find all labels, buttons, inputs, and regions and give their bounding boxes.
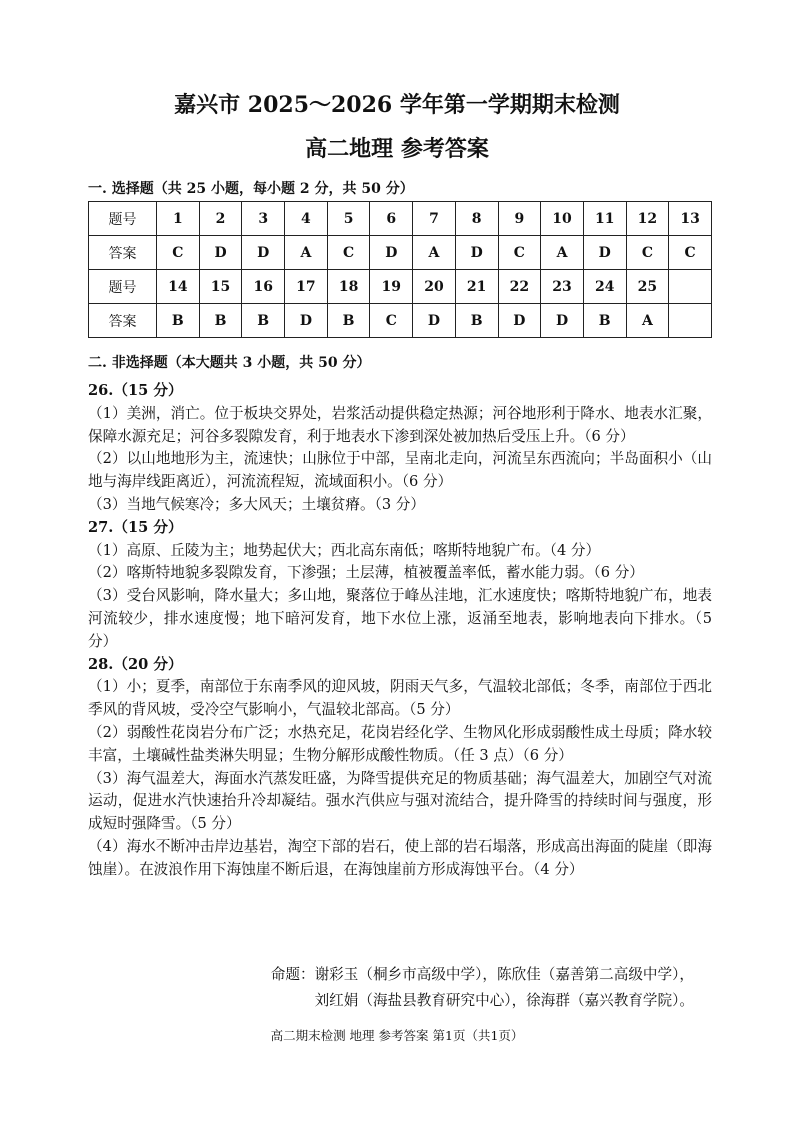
answer-cell: D [541, 304, 584, 338]
page-subtitle: 高二地理 参考答案 [305, 136, 489, 162]
authors-line-2: 刘红娟（海盐县教育研究中心），徐海群（嘉兴教育学院）。 [314, 992, 694, 1009]
row-label-question: 题号 [89, 270, 157, 304]
section-2-title: 二. 非选择题（本大题共 3 小题，共 50 分） [88, 355, 371, 371]
answer-cell: B [199, 304, 242, 338]
question-number-cell: 3 [242, 202, 285, 236]
answer-part: （1）高原、丘陵为主；地势起伏大；西北高东南低；喀斯特地貌广布。（4 分） [88, 541, 601, 559]
question-number-cell: 22 [498, 270, 541, 304]
answer-part: （3）海气温差大，海面水汽蒸发旺盛，为降雪提供充足的物质基础；海气温差大，加剧空气对流运动，促进水汽快速抬升冷却凝结。强水汽供应与强对流结合，提升降雪的持续时间与强度，形成短时强降雪。（5 分） [88, 769, 712, 833]
answer-cell: B [157, 304, 200, 338]
answer-cell: A [413, 236, 456, 270]
page-title: 嘉兴市 2025～2026 学年第一学期期末检测 [174, 92, 620, 118]
answer-cell: C [669, 236, 712, 270]
answer-cell: C [327, 236, 370, 270]
question-number-cell: 20 [413, 270, 456, 304]
row-label-question: 题号 [89, 202, 157, 236]
question-number-cell: 16 [242, 270, 285, 304]
answer-part: （3）受台风影响，降水量大；多山地，聚落位于峰丛洼地，汇水速度快；喀斯特地貌广布，地表河流较少，排水速度慢；地下暗河发育，地下水位上涨，返涌至地表，影响地表向下排水。（5 分） [88, 587, 712, 650]
answer-cell: D [370, 236, 413, 270]
question-number-cell: 2 [199, 202, 242, 236]
answer-cell: A [541, 236, 584, 270]
row-label-answer: 答案 [89, 304, 157, 338]
answer-cell: C [626, 236, 669, 270]
answer-cell: D [199, 236, 242, 270]
question-number-cell: 14 [157, 270, 200, 304]
answer-part: （1）小；夏季，南部位于东南季风的迎风坡，阴雨天气多，气温较北部低；冬季，南部位于西北季风的背风坡，受冷空气影响小，气温较北部高。（5 分） [88, 678, 712, 719]
question-number-cell: 13 [669, 202, 712, 236]
row-label-answer: 答案 [89, 236, 157, 270]
question-number-cell: 1 [157, 202, 200, 236]
question-number-cell: 24 [583, 270, 626, 304]
question-number-cell: 4 [285, 202, 328, 236]
answer-cell: D [242, 236, 285, 270]
question-number-cell [669, 270, 712, 304]
answer-cell: C [370, 304, 413, 338]
question-number-cell: 12 [626, 202, 669, 236]
page-footer: 高二期末检测 地理 参考答案 第1页（共1页） [270, 1028, 524, 1043]
answer-cell: A [285, 236, 328, 270]
answer-cell: C [498, 236, 541, 270]
answer-cell: D [583, 236, 626, 270]
question-heading: 28.（20 分） [88, 655, 183, 673]
answer-row [89, 236, 712, 270]
answer-cell: B [242, 304, 285, 338]
answer-cell: B [327, 304, 370, 338]
answer-part: （2）喀斯特地貌多裂隙发育，下渗强；土层薄，植被覆盖率低，蓄水能力弱。（6 分） [88, 564, 644, 582]
non-choice-answers [88, 380, 712, 882]
question-number-cell: 18 [327, 270, 370, 304]
question-number-cell: 17 [285, 270, 328, 304]
answer-cell: B [583, 304, 626, 338]
answer-cell: D [285, 304, 328, 338]
question-number-cell: 6 [370, 202, 413, 236]
answer-part: （3）当地气候寒冷；多大风天；土壤贫瘠。（3 分） [88, 495, 425, 513]
answer-cell: D [498, 304, 541, 338]
question-number-cell: 5 [327, 202, 370, 236]
answer-part: （2）以山地地形为主，流速快；山脉位于中部，呈南北走向，河流呈东西流向；半岛面积小（山地与海岸线距离近），河流流程短，流域面积小。（6 分） [88, 450, 712, 491]
answer-cell: D [455, 236, 498, 270]
question-number-cell: 19 [370, 270, 413, 304]
answer-part: （4）海水不断冲击岸边基岩，淘空下部的岩石，使上部的岩石塌落，形成高出海面的陡崖（即海蚀崖）。在波浪作用下海蚀崖不断后退，在海蚀崖前方形成海蚀平台。（4 分） [88, 837, 712, 878]
question-heading: 27.（15 分） [88, 518, 183, 536]
question-number-cell: 15 [199, 270, 242, 304]
answer-table [88, 201, 712, 338]
section-1-title: 一. 选择题（共 25 小题，每小题 2 分，共 50 分） [88, 181, 414, 197]
answer-cell [669, 304, 712, 338]
answer-part: （2）弱酸性花岗岩分布广泛；水热充足，花岗岩经化学、生物风化形成弱酸性成土母质；降水较丰富，土壤碱性盐类淋失明显；生物分解形成酸性物质。（任 3 点）（6 分） [88, 723, 712, 764]
question-number-cell: 25 [626, 270, 669, 304]
answer-cell: B [455, 304, 498, 338]
question-number-cell: 7 [413, 202, 456, 236]
question-heading: 26.（15 分） [88, 382, 183, 399]
answer-cell: C [157, 236, 200, 270]
answer-cell: A [626, 304, 669, 338]
question-number-cell: 21 [455, 270, 498, 304]
authors-line-1: 命题：谢彩玉（桐乡市高级中学），陈欣佳（嘉善第二高级中学）， [270, 966, 694, 983]
answer-part: （1）美洲，消亡。位于板块交界处，岩浆活动提供稳定热源；河谷地形利于降水、地表水汇聚，保障水源充足；河谷多裂隙发育，利于地表水下渗到深处被加热后受压上升。（6 分） [88, 404, 712, 445]
question-number-cell: 23 [541, 270, 584, 304]
authors-block [271, 962, 694, 1014]
question-number-row [89, 270, 712, 304]
question-number-cell: 11 [583, 202, 626, 236]
answer-cell: D [413, 304, 456, 338]
question-number-cell: 8 [455, 202, 498, 236]
answer-row [89, 304, 712, 338]
question-number-cell: 9 [498, 202, 541, 236]
question-number-row [89, 202, 712, 236]
question-number-cell: 10 [541, 202, 584, 236]
